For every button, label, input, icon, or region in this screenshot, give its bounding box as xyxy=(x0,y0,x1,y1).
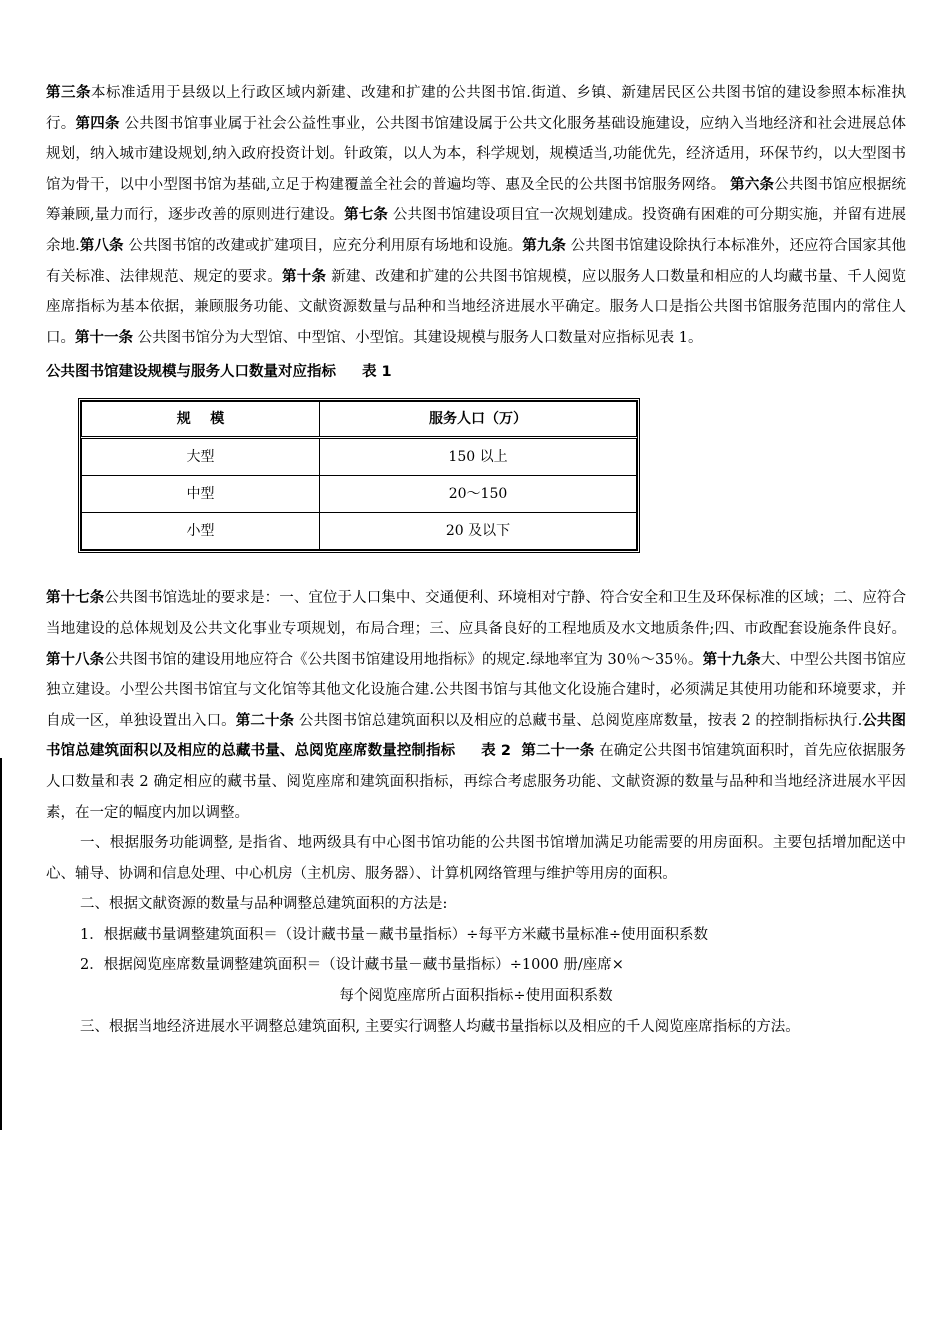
article-20-label: 第二十条 xyxy=(235,712,295,729)
article-10-text: 新建、改建和扩建的公共图书馆规模，应以服务人口数量和相应的人均藏书量、千人阅览座席指标为基本依据，兼顾服务功能、文献资源数量与品种和当地经济进展水平确定。服务人口是指公共图书馆服务范围内的常住人口。 xyxy=(46,268,907,346)
cell-scale: 小型 xyxy=(82,513,320,550)
article-17-label: 第十七条 xyxy=(46,590,105,607)
article-20-text: 公共图书馆总建筑面积以及相应的总藏书量、总阅览座席数量，按表 2 的控制指标执行. xyxy=(294,712,863,729)
table-row xyxy=(82,438,637,476)
adjust-by-function: 一、根据服务功能调整, 是指省、地两级具有中心图书馆功能的公共图书馆增加满足功能需要的用房面积。主要包括增加配送中心、辅导、协调和信息处理、中心机房（主机房、服务器）、计算机网络管理与维护等用房的面积。 xyxy=(46,835,906,882)
article-17-text: 公共图书馆选址的要求是：一、宜位于人口集中、交通便利、环境相对宁静、符合安全和卫生及环保标准的区域；二、应符合当地建设的总体规划及公共文化事业专项规划，布局合理；三、应具备良好的工程地质及水文地质条件;四、市政配套设施条件良好。 xyxy=(46,590,906,637)
article-19-text: 大、中型公共图书馆应独立建设。小型公共图书馆宜与文化馆等其他文化设施合建.公共图书馆与其他文化设施合建时，必须满足其使用功能和环境要求，并自成一区，单独设置出入口。 xyxy=(46,651,907,729)
header-scale: 规 模 xyxy=(82,402,320,438)
article-6-text: 公共图书馆应根据统筹兼顾,量力而行，逐步改善的原则进行建设。 xyxy=(46,176,906,224)
table-row xyxy=(82,476,637,513)
article-21-text: 在确定公共图书馆建筑面积时，首先应依据服务人口数量和表 2 确定相应的藏书量、阅览座席和建筑面积指标，再综合考虑服务功能、文献资源的数量与品种和当地经济进展水平因素，在一定的幅度内加以调整。 xyxy=(46,743,906,821)
article-7-text: 公共图书馆建设项目宜一次规划建成。投资确有困难的可分期实施，并留有进展余地. xyxy=(46,207,907,254)
article-6-label: 第六条 xyxy=(730,176,775,193)
cell-population: 20～150 xyxy=(320,476,637,513)
cell-scale: 大型 xyxy=(82,438,320,476)
article-18-label: 第十八条 xyxy=(46,651,105,668)
formula-by-books: 1．根据藏书量调整建筑面积＝（设计藏书量－藏书量指标）÷每平方米藏书量标准÷使用面积系数 xyxy=(80,926,709,943)
article-9-label: 第九条 xyxy=(522,237,566,254)
paragraph-articles-17-21 xyxy=(46,583,906,828)
table-1-title: 公共图书馆建设规模与服务人口数量对应指标 xyxy=(46,364,336,381)
article-10-label: 第十条 xyxy=(281,268,327,285)
document-body xyxy=(46,78,906,1042)
article-11-label: 第十一条 xyxy=(75,329,133,346)
article-18-text: 公共图书馆的建设用地应符合《公共图书馆建设用地指标》的规定.绿地率宜为 30％～35％。 xyxy=(104,651,703,668)
margin-bar xyxy=(0,758,2,1130)
cell-scale: 中型 xyxy=(82,476,320,513)
article-8-label: 第八条 xyxy=(79,237,124,254)
table-1-number: 表 1 xyxy=(362,364,392,381)
formula-by-seats-continued: 每个阅览座席所占面积指标÷使用面积系数 xyxy=(339,988,613,1005)
article-8-text: 公共图书馆的改建或扩建项目，应充分利用原有场地和设施。 xyxy=(123,237,523,254)
article-3-label: 第三条 xyxy=(46,85,92,101)
cell-population: 150 以上 xyxy=(320,438,637,476)
article-4-text: 公共图书馆事业属于社会公益性事业，公共图书馆建设属于公共文化服务基础设施建设，应纳入当地经济和社会进展总体规划，纳入城市建设规划,纳入政府投资计划。针政策，以人为本，科学规划，规模适当,功能优先，经济适用，环保节约，以大型图书馆为骨干，以中小型图书馆为基础,立足于构建覆盖全社会的普遍均等、惠及全民的公共图书馆服务网络。 xyxy=(46,115,907,193)
table-1 xyxy=(78,398,640,553)
table-2-and-article-21-label: 公共图书馆总建筑面积以及相应的总藏书量、总阅览座席数量控制指标 表 2 第二十一条 xyxy=(46,712,906,760)
header-population: 服务人口（万） xyxy=(320,402,637,438)
table-header-row xyxy=(82,402,637,438)
table-row xyxy=(82,513,637,550)
article-19-label: 第十九条 xyxy=(702,651,761,668)
article-9-text: 公共图书馆建设除执行本标准外，还应符合国家其他有关标准、法律规范、规定的要求。 xyxy=(46,237,907,285)
article-4-label: 第四条 xyxy=(75,115,120,132)
cell-population: 20 及以下 xyxy=(320,513,637,550)
formula-by-seats: 2．根据阅览座席数量调整建筑面积＝（设计藏书量－藏书量指标）÷1000 册/座席× xyxy=(80,957,624,974)
article-7-label: 第七条 xyxy=(344,207,389,224)
article-11-text: 公共图书馆分为大型馆、中型馆、小型馆。其建设规模与服务人口数量对应指标见表 1。 xyxy=(133,329,703,346)
paragraph-articles-3-11 xyxy=(46,78,906,353)
adjust-by-resources: 二、根据文献资源的数量与品种调整总建筑面积的方法是: xyxy=(80,896,448,913)
adjust-by-economy: 三、根据当地经济进展水平调整总建筑面积, 主要实行调整人均藏书量指标以及相应的千人阅览座席指标的方法。 xyxy=(80,1018,800,1035)
article-3-text: 本标准适用于县级以上行政区域内新建、改建和扩建的公共图书馆.街道、乡镇、新建居民区公共图书馆的建设参照本标准执行。 xyxy=(46,85,907,132)
table-1-caption xyxy=(46,357,906,387)
